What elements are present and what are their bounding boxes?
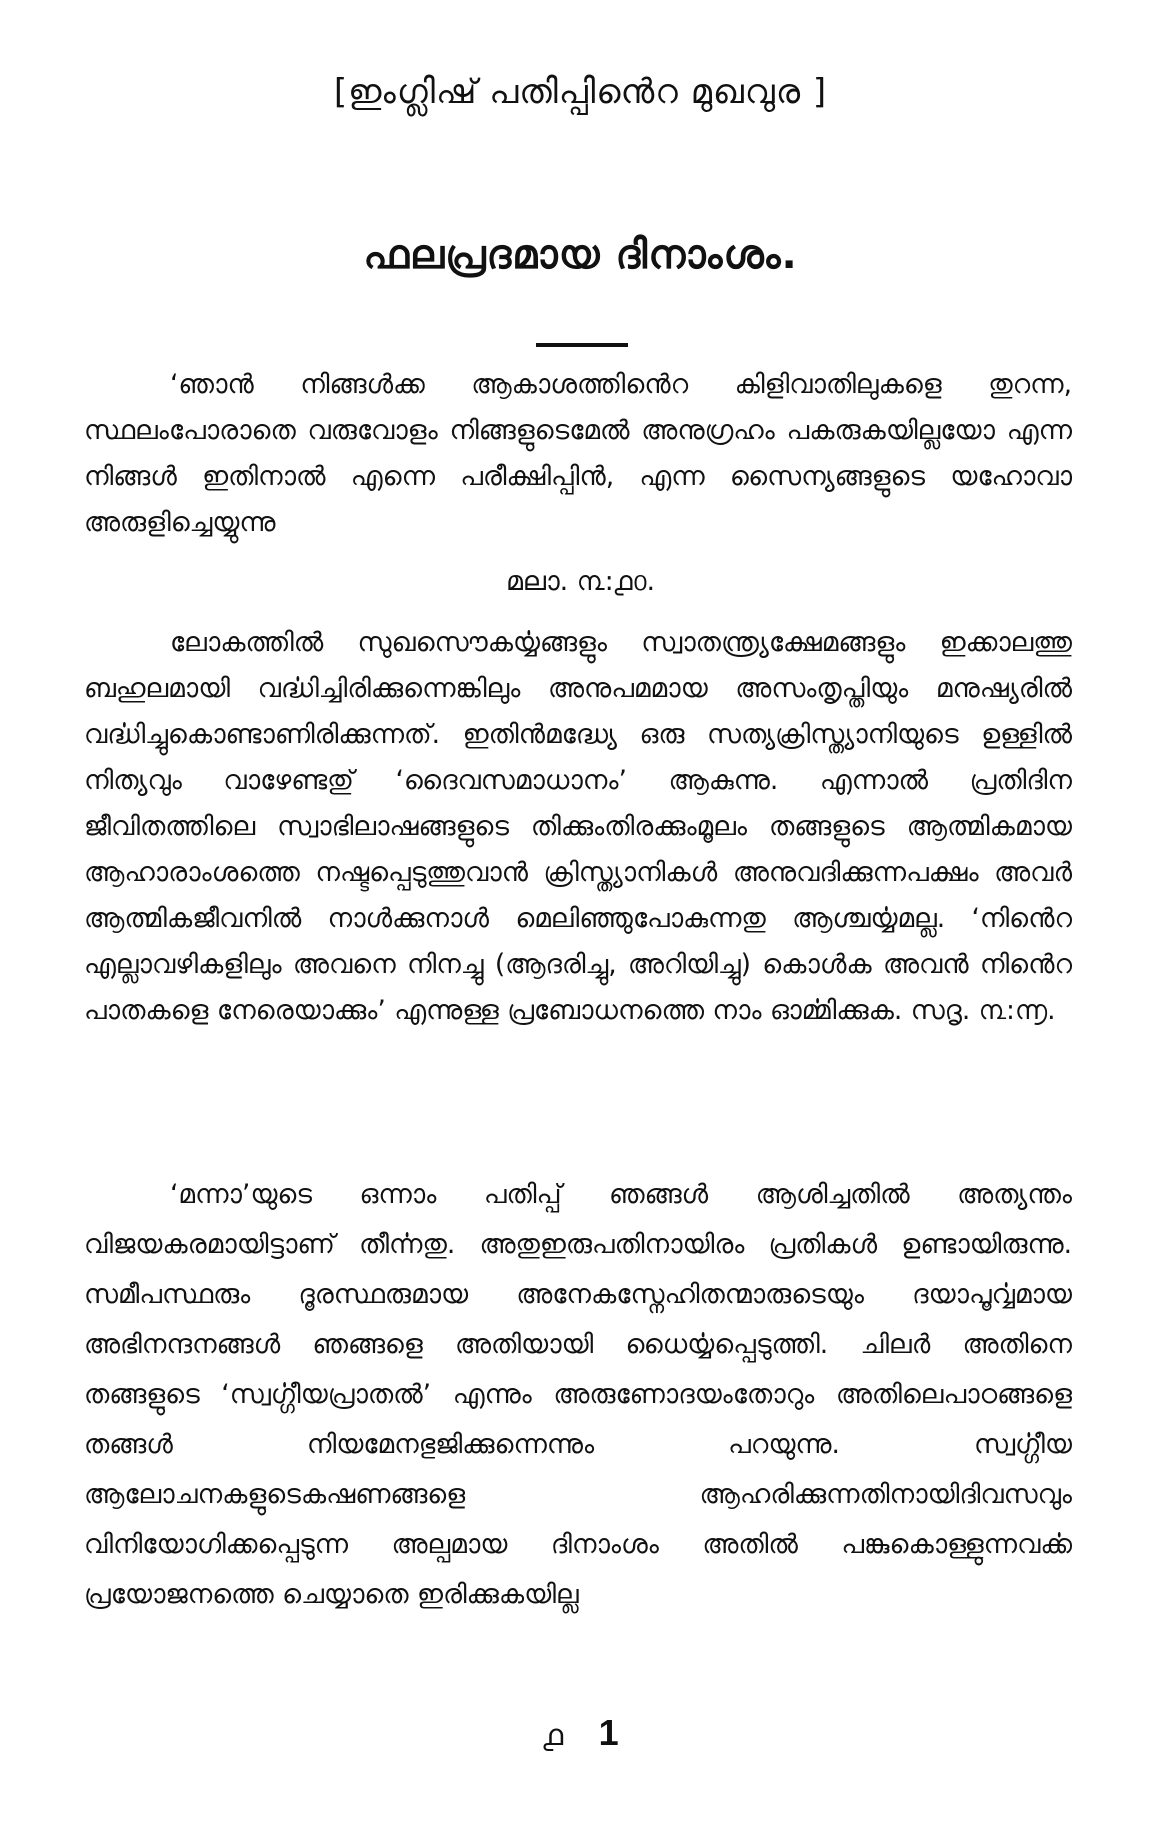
running-header: [ഇംഗ്ലിഷ് പതിപ്പിൻെറ മുഖവുര ]: [333, 72, 828, 112]
page-footer: [0, 1712, 1161, 1754]
page-number: 1: [598, 1712, 619, 1753]
page-title: ഫലപ്രദമായ ദിനാംശം.: [363, 232, 798, 278]
scripture-paragraph: ‘ഞാൻ നിങ്ങൾക്ക ആകാശത്തിൻെറ കിളിവാതിലുകളെ തുറന്ന, സ്ഥലംപോരാതെ വരുവോളം നിങ്ങളുടെമേൽ അനുഗ്രഹം പകരുകയില്ലയോ എന്ന നിങ്ങൾ ഇതിനാൽ എന്നെ പരീക്ഷിപ്പിൻ, എന്ന സൈന്യങ്ങളുടെ യഹോവാ അരുളിച്ചെയ്യുന്നു: [84, 369, 1072, 538]
scripture-reference: മലാ. ൩:൧൦.: [505, 566, 656, 597]
body-paragraph-1: ലോകത്തിൽ സുഖസൌകൎയ്യങ്ങളും സ്വാതന്ത്ര്യക്ഷേമങ്ങളും ഇക്കാലത്തു ബഹുലമായി വൎദ്ധിച്ചിരിക്കുന്നെങ്കിലും അനുപമമായ അസംതൃപ്തിയും മനുഷ്യരിൽ വൎദ്ധിച്ചുകൊണ്ടാണിരിക്കുന്നത്. ഇതിൻമദ്ധ്യേ ഒരു സത്യക്രിസ്ത്യാനിയുടെ ഉള്ളിൽ നിത്യവും വാഴേണ്ടതു് ‘ദൈവസമാധാനം’ ആകുന്നു. എന്നാൽ പ്രതിദിന ജീവിതത്തിലെ സ്വാഭിലാഷങ്ങളുടെ തിക്കുംതിരക്കുംമൂലം തങ്ങളുടെ ആത്മികമായ ആഹാരാംശത്തെ നഷ്ടപ്പെടുത്തുവാൻ ക്രിസ്ത്യാനികൾ അനുവദിക്കുന്നപക്ഷം അവർ ആത്മികജീവനിൽ നാൾക്കുനാൾ മെലിഞ്ഞുപോകുന്നതു ആശ്ചൎയ്യമല്ല. ‘നിൻെറ എല്ലാവഴികളിലും അവനെ നിനച്ചു (ആദരിച്ചു, അറിയിച്ചു) കൊൾക അവൻ നിൻെറ പാതകളെ നേരെയാക്കും’ എന്നുള്ള പ്രബോധനത്തെ നാം ഓൎമ്മിക്കുക. സദൃ. ൩:൬.: [84, 627, 1072, 1026]
title-rule: [536, 343, 628, 347]
signature-mark: ൧: [542, 1718, 564, 1753]
body-paragraph-2: ‘മന്നാ’യുടെ ഒന്നാം പതിപ്പ് ഞങ്ങൾ ആശിച്ചതിൽ അത്യന്തം വിജയകരമായിട്ടാണ് തീൎന്നതു. അതുഇരുപതിനായിരം പ്രതികൾ ഉണ്ടായിരുന്നു. സമീപസ്ഥരും ദൂരസ്ഥരുമായ അനേകസ്നേഹിതന്മാരുടെയും ദയാപൂൎവ്വമായ അഭിനന്ദനങ്ങൾ ഞങ്ങളെ അതിയായി ധൈൎയ്യപ്പെടുത്തി. ചിലർ അതിനെ തങ്ങളുടെ ‘സ്വൎഗ്ഗീയപ്രാതൽ’ എന്നും അരുണോദയംതോറും അതിലെപാഠങ്ങളെ തങ്ങൾ നിയമേനഭുജിക്കുന്നെന്നും പറയുന്നു. സ്വൎഗ്ഗീയ ആലോചനകളുടെകഷണങ്ങളെ ആഹരിക്കുന്നതിനായിദിവസവും വിനിയോഗിക്കപ്പെടുന്ന അല്പമായ ദിനാംശം അതിൽ പങ്കുകൊള്ളുന്നവൎക്ക പ്രയോജനത്തെ ചെയ്യാതെ ഇരിക്കുകയില്ല: [84, 1179, 1072, 1610]
